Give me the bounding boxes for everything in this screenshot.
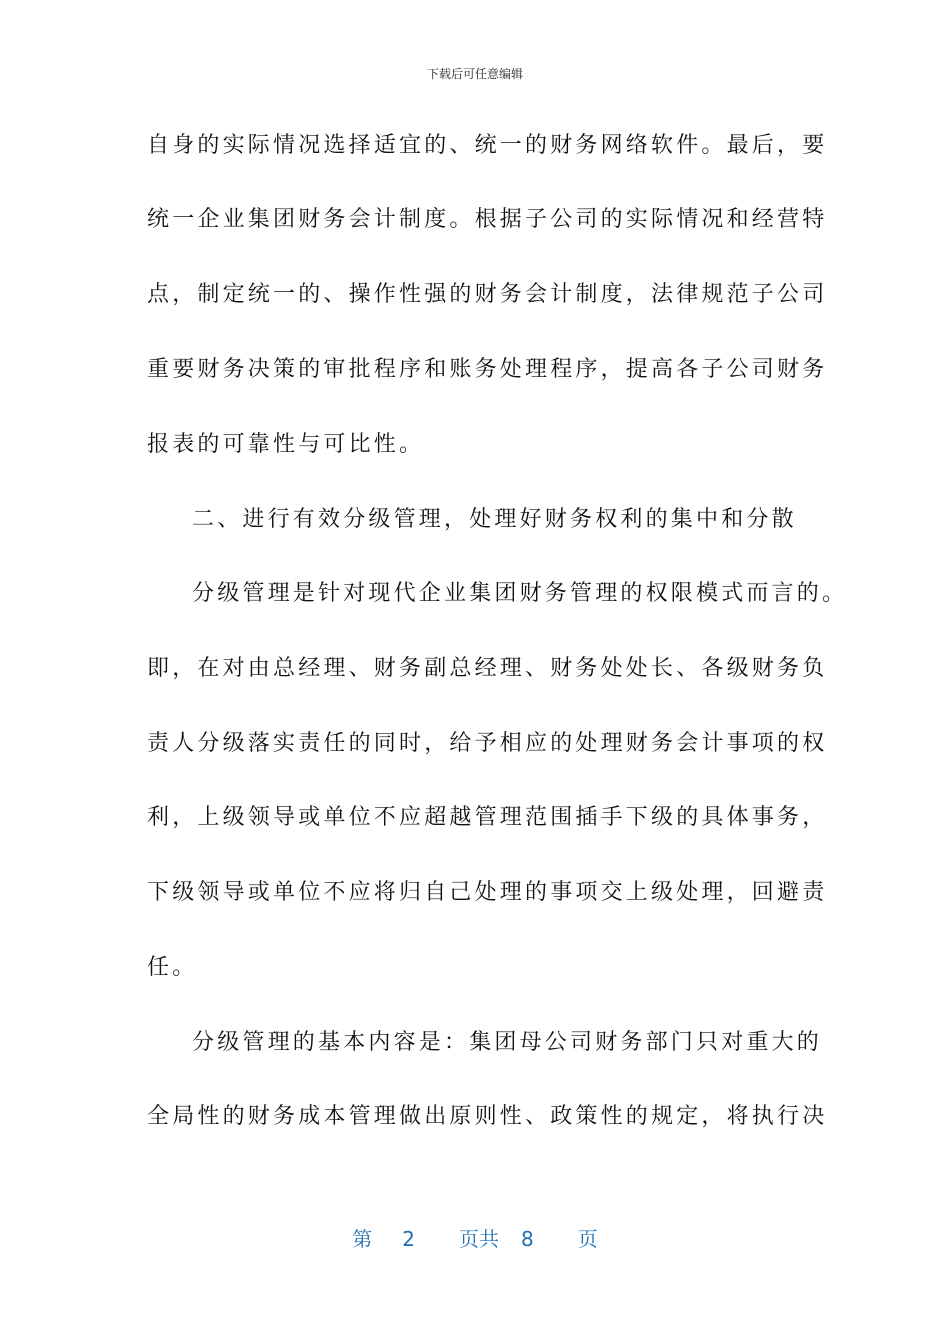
body-line-13: 分级管理的基本内容是：集团母公司财务部门只对重大的 xyxy=(192,1030,823,1055)
footer-middle: 页共 xyxy=(459,1227,499,1251)
footer-page-number: 2 xyxy=(402,1227,415,1251)
body-line-12: 任。 xyxy=(147,955,198,980)
body-line-7: 分级管理是针对现代企业集团财务管理的权限模式而言的。 xyxy=(192,581,848,606)
footer-suffix: 页 xyxy=(577,1227,598,1251)
body-line-2: 统一企业集团财务会计制度。根据子公司的实际情况和经营特 xyxy=(147,207,828,232)
body-line-3: 点，制定统一的、操作性强的财务会计制度，法律规范子公司 xyxy=(147,282,828,307)
body-line-10: 利，上级领导或单位不应超越管理范围插手下级的具体事务， xyxy=(147,805,828,830)
body-line-14: 全局性的财务成本管理做出原则性、政策性的规定，将执行决 xyxy=(147,1104,828,1129)
body-line-5: 报表的可靠性与可比性。 xyxy=(147,432,425,457)
body-line-4: 重要财务决策的审批程序和账务处理程序，提高各子公司财务 xyxy=(147,357,828,382)
page-footer xyxy=(0,1226,950,1252)
section-heading: 二、进行有效分级管理，处理好财务权利的集中和分散 xyxy=(192,507,797,532)
body-line-11: 下级领导或单位不应将归自己处理的事项交上级处理，回避责 xyxy=(147,880,828,905)
footer-total-pages: 8 xyxy=(521,1227,534,1251)
body-line-8: 即，在对由总经理、财务副总经理、财务处处长、各级财务负 xyxy=(147,656,828,681)
page-header: 下载后可任意编辑 xyxy=(426,67,523,81)
footer-prefix: 第 xyxy=(352,1227,373,1251)
body-line-1: 自身的实际情况选择适宜的、统一的财务网络软件。最后，要 xyxy=(147,133,828,158)
body-line-9: 责人分级落实责任的同时，给予相应的处理财务会计事项的权 xyxy=(147,731,828,756)
